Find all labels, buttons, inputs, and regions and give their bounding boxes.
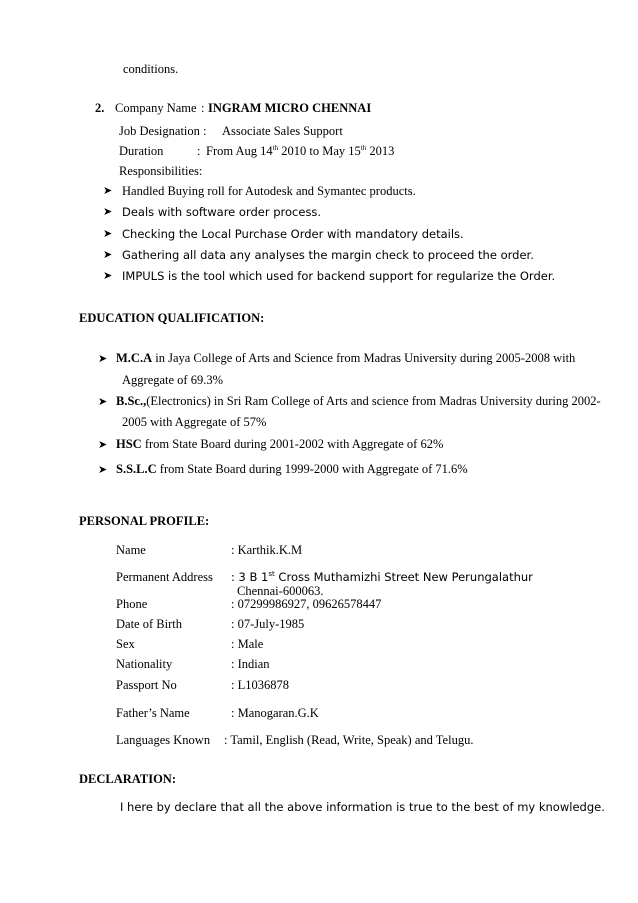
father-label: Father’s Name xyxy=(116,706,190,720)
father-value: : Manogaran.G.K xyxy=(231,706,319,720)
list-item: Handled Buying roll for Autodesk and Symantec products. xyxy=(122,184,416,198)
personal-heading: PERSONAL PROFILE: xyxy=(79,514,210,528)
declaration-heading: DECLARATION: xyxy=(79,772,176,786)
phone-value: : 07299986927, 09626578447 xyxy=(231,597,382,611)
declaration-text: I here by declare that all the above information is true to the best of my knowledge. xyxy=(120,800,605,814)
list-item: IMPULS is the tool which used for backend support for regularize the Order. xyxy=(122,269,556,283)
intro-line: conditions. xyxy=(123,62,179,76)
nationality-value: : Indian xyxy=(231,657,270,671)
list-item: S.S.L.C from State Board during 1999-2000 with Aggregate of 71.6% xyxy=(116,462,468,476)
company-name-sep: : xyxy=(201,101,205,115)
languages-label: Languages Known xyxy=(116,733,211,747)
arrow-bullet-icon: ➤ xyxy=(98,396,108,408)
passport-value: : L1036878 xyxy=(231,678,289,692)
sex-label: Sex xyxy=(116,637,135,651)
list-item: HSC from State Board during 2001-2002 with Aggregate of 62% xyxy=(116,437,444,451)
arrow-bullet-icon: ➤ xyxy=(98,439,108,451)
arrow-bullet-icon: ➤ xyxy=(103,270,113,282)
arrow-bullet-icon: ➤ xyxy=(103,206,113,218)
education-heading: EDUCATION QUALIFICATION: xyxy=(79,311,265,325)
phone-label: Phone xyxy=(116,597,148,611)
list-item: Deals with software order process. xyxy=(122,205,322,219)
sex-value: : Male xyxy=(231,637,264,651)
responsibilities-label: Responsibilities: xyxy=(119,164,203,178)
dob-value: : 07-July-1985 xyxy=(231,617,305,631)
duration-value: From Aug 14th 2010 to May 15th 2013 xyxy=(206,143,395,158)
list-item-continuation: 2005 with Aggregate of 57% xyxy=(122,415,267,429)
arrow-bullet-icon: ➤ xyxy=(98,353,108,365)
list-item: Gathering all data any analyses the margin check to proceed the order. xyxy=(122,248,534,262)
designation-label: Job Designation : xyxy=(119,124,207,138)
name-label: Name xyxy=(116,543,146,557)
arrow-bullet-icon: ➤ xyxy=(103,185,113,197)
passport-label: Passport No xyxy=(116,678,177,692)
address-value: : 3 B 1st Cross Muthamizhi Street New Perungalathur xyxy=(231,570,533,584)
languages-value: : Tamil, English (Read, Write, Speak) and Telugu. xyxy=(224,733,474,747)
duration-label: Duration xyxy=(119,144,164,158)
dob-label: Date of Birth xyxy=(116,617,182,631)
company-name-label: Company Name xyxy=(115,101,197,115)
arrow-bullet-icon: ➤ xyxy=(103,249,113,261)
duration-sep: : xyxy=(197,144,201,158)
address-line2: Chennai-600063. xyxy=(237,584,324,598)
list-item: B.Sc.,(Electronics) in Sri Ram College of Arts and science from Madras University during 2002- xyxy=(116,394,601,408)
arrow-bullet-icon: ➤ xyxy=(98,464,108,476)
list-item: M.C.A in Jaya College of Arts and Science from Madras University during 2005-2008 with xyxy=(116,351,576,365)
address-label: Permanent Address xyxy=(116,570,213,584)
list-item-continuation: Aggregate of 69.3% xyxy=(122,373,224,387)
name-value: : Karthik.K.M xyxy=(231,543,303,557)
designation-value: Associate Sales Support xyxy=(222,124,343,138)
nationality-label: Nationality xyxy=(116,657,173,671)
company-name-value: INGRAM MICRO CHENNAI xyxy=(208,101,372,115)
arrow-bullet-icon: ➤ xyxy=(103,228,113,240)
list-item: Checking the Local Purchase Order with mandatory details. xyxy=(122,227,464,241)
company-number: 2. xyxy=(95,101,105,115)
